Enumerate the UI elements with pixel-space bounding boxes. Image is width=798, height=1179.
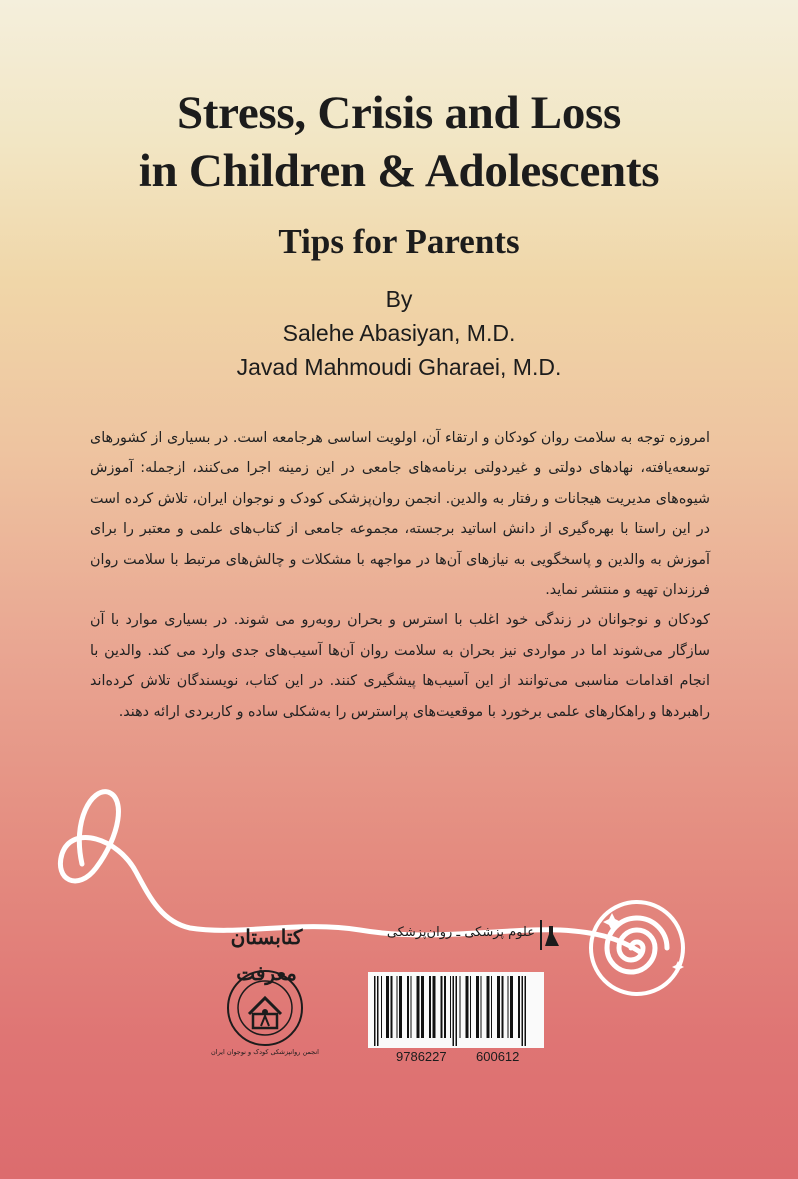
isbn-left: 9786227	[396, 1049, 447, 1064]
author-1: Salehe Abasiyan, M.D.	[282, 320, 516, 346]
academy-caption: انجمن روانپزشکی کودک و نوجوان ایران	[211, 1048, 319, 1056]
barcode-bar	[381, 976, 382, 1038]
blurb-paragraph-1: امروزه توجه به سلامت روان کودکان و ارتقاء آن، اولویت اساسی هرجامعه است. در بسیاری از کشورهای توسعه‌یافته، نهادهای دولتی و غیردولتی برنامه‌های جامعی در این زمینه اجرا می‌کنند، ازجمله: آموزش شیوه‌های مدیریت هیجانات و رفتار به والدین. انجمن روان‌پزشکی کودک و نوجوان ایران، تلاش کرده است در این راستا با بهره‌گیری از دانش اساتید برجسته، مجموعه جامعی از کتاب‌های علمی و معتبر را برای آموزش به والدین و پاسخگویی به نیازهای آن‌ها در مواجهه با مشکلات و چالش‌های مرتبط با سلامت روان فرزندان تهیه و منتشر نماید.	[90, 430, 710, 599]
by-label: By	[385, 286, 413, 312]
barcode-bar	[460, 976, 461, 1038]
publisher-logo: کتابستان معرفت	[230, 925, 303, 985]
author-2: Javad Mahmoudi Gharaei, M.D.	[236, 354, 562, 380]
blurb-paragraph-2: کودکان و نوجوانان در زندگی خود اغلب با استرس و بحران روبه‌رو می شوند. در بسیاری موارد با آن سازگار می‌شوند اما در مواردی نیز بحران به سلامت روان آن‌ها آسیب‌های جدی وارد می کند. والدین با انجام اقدامات مناسبی می‌توانند از این آسیب‌ها پیشگیری کنند. در این کتاب، نویسندگان تلاش کرده‌اند راهبردها و راهکارهای علمی برخورد با موقعیت‌های پراسترس را به‌شکلی ساده و کاربردی ارائه دهند.	[90, 612, 710, 720]
barcode-bar	[487, 976, 490, 1038]
barcode	[368, 972, 544, 1048]
barcode-bar	[417, 976, 420, 1038]
spiral-badge-icon	[582, 893, 692, 1003]
barcode-bar	[508, 976, 509, 1038]
barcode-bar	[497, 976, 500, 1038]
blurb-text	[90, 423, 710, 727]
barcode-bar	[421, 976, 424, 1038]
barcode-bar	[470, 976, 471, 1038]
title-line-1: Stress, Crisis and Loss	[176, 87, 622, 139]
barcode-bar	[399, 976, 402, 1038]
author-block	[0, 282, 798, 384]
barcode-bar	[518, 976, 520, 1038]
academy-seal-icon	[218, 968, 312, 1048]
isbn-right: 600612	[476, 1049, 520, 1064]
barcode-bar	[466, 976, 469, 1038]
barcode-bar	[411, 976, 412, 1038]
barcode-bar	[525, 976, 527, 1046]
category-label: علوم پزشکی ـ روان‌پزشکی	[386, 925, 535, 940]
barcode-bar	[453, 976, 455, 1046]
barcode-bar	[397, 976, 398, 1038]
barcode-bar	[407, 976, 409, 1038]
title-line-2: in Children & Adolescents	[138, 145, 660, 197]
barcode-bar	[481, 976, 482, 1038]
barcode-bar	[522, 976, 524, 1046]
barcode-bar	[476, 976, 479, 1038]
book-subtitle: Tips for Parents	[278, 222, 520, 261]
barcode-bar	[374, 976, 376, 1046]
barcode-bar	[510, 976, 513, 1038]
barcode-bar	[386, 976, 389, 1038]
barcode-bar	[377, 976, 379, 1046]
barcode-bar	[391, 976, 393, 1038]
barcode-bar	[491, 976, 492, 1038]
barcode-bar	[433, 976, 436, 1038]
barcode-icon	[368, 972, 544, 1048]
barcode-bar	[502, 976, 504, 1038]
barcode-bar	[450, 976, 451, 1038]
barcode-bar	[429, 976, 431, 1038]
book-title	[0, 84, 798, 200]
flask-icon	[540, 918, 560, 952]
barcode-bar	[444, 976, 446, 1038]
barcode-bar	[456, 976, 458, 1046]
barcode-bar	[441, 976, 443, 1038]
